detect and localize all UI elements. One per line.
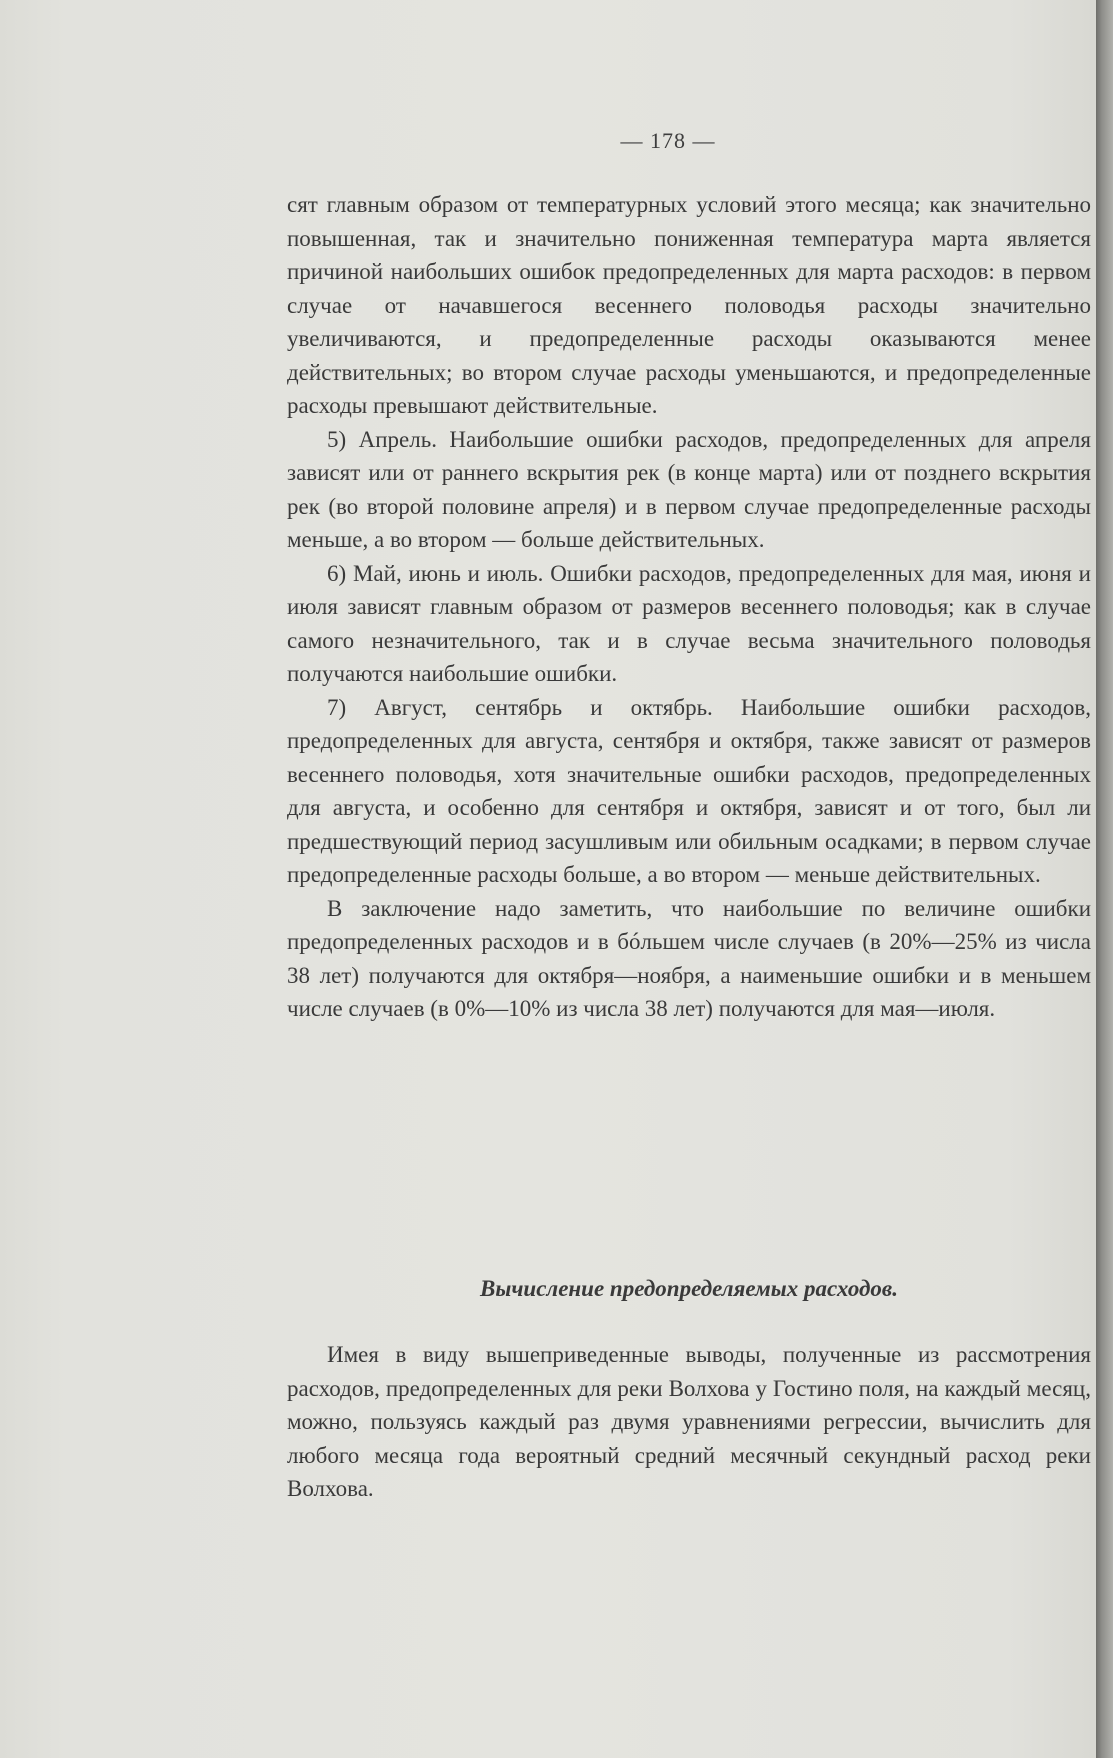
paragraph-august-september-october: 7) Август, сентябрь и октябрь. Наибольшие ошибки расходов, предопределенных для августа, сентября и октября, также зависят от размеров весеннего половодья, хотя значительные ошибки расходов, предопределенных для августа, и особенно для сентября и октября, зависят и от того, был ли предшествующий период засушливым или обильным осадками; в первом случае предопределенные расходы больше, а во втором — меньше действительных. (287, 694, 1091, 887)
main-text-block (287, 188, 1091, 1026)
paragraph-calculation-intro: Имея в виду вышеприведенные выводы, полученные из рассмотрения расходов, предопределенных для реки Волхова у Гостино поля, на каждый месяц, можно, пользуясь каждый раз двумя уравнениями регрессии, вычислить для любого месяца года вероятный средний месячный секундный расход реки Волхова. (287, 1342, 1091, 1501)
paragraph-may-june-july: 6) Май, июнь и июль. Ошибки расходов, предопределенных для мая, июня и июля зависят главным образом от размеров весеннего половодья; как в случае самого незначительного, так и в случае весьма значительного половодья получаются наибольшие ошибки. (287, 560, 1091, 686)
page-number: — 178 — (620, 128, 716, 153)
paragraph-march-continuation: сят главным образом от температурных условий этого месяца; как значительно повышенная, так и значительно пониженная температура марта является причиной наибольших ошибок предопределенных для марта расходов: в первом случае от начавшегося весеннего половодья расходы значительно увеличиваются, и предопределенные расходы оказываются менее действительных; во втором случае расходы уменьшаются, и предопределенные расходы превышают действительные. (287, 192, 1091, 418)
section-heading: Вычисление предопределяемых расходов. (480, 1276, 898, 1301)
section-text-block (287, 1338, 1091, 1506)
paragraph-conclusion: В заключение надо заметить, что наибольшие по величине ошибки предопределенных расходов и в бóльшем числе случаев (в 20%—25% из числа 38 лет) получаются для октября—ноября, а наименьшие ошибки и в меньшем числе случаев (в 0%—10% из числа 38 лет) получаются для мая—июля. (287, 895, 1091, 1021)
paragraph-april: 5) Апрель. Наибольшие ошибки расходов, предопределенных для апреля зависят или от раннего вскрытия рек (в конце марта) или от позднего вскрытия рек (во второй половине апреля) и в первом случае предопределенные расходы меньше, а во втором — больше действительных. (287, 426, 1091, 552)
book-spine-edge (1096, 0, 1113, 1758)
